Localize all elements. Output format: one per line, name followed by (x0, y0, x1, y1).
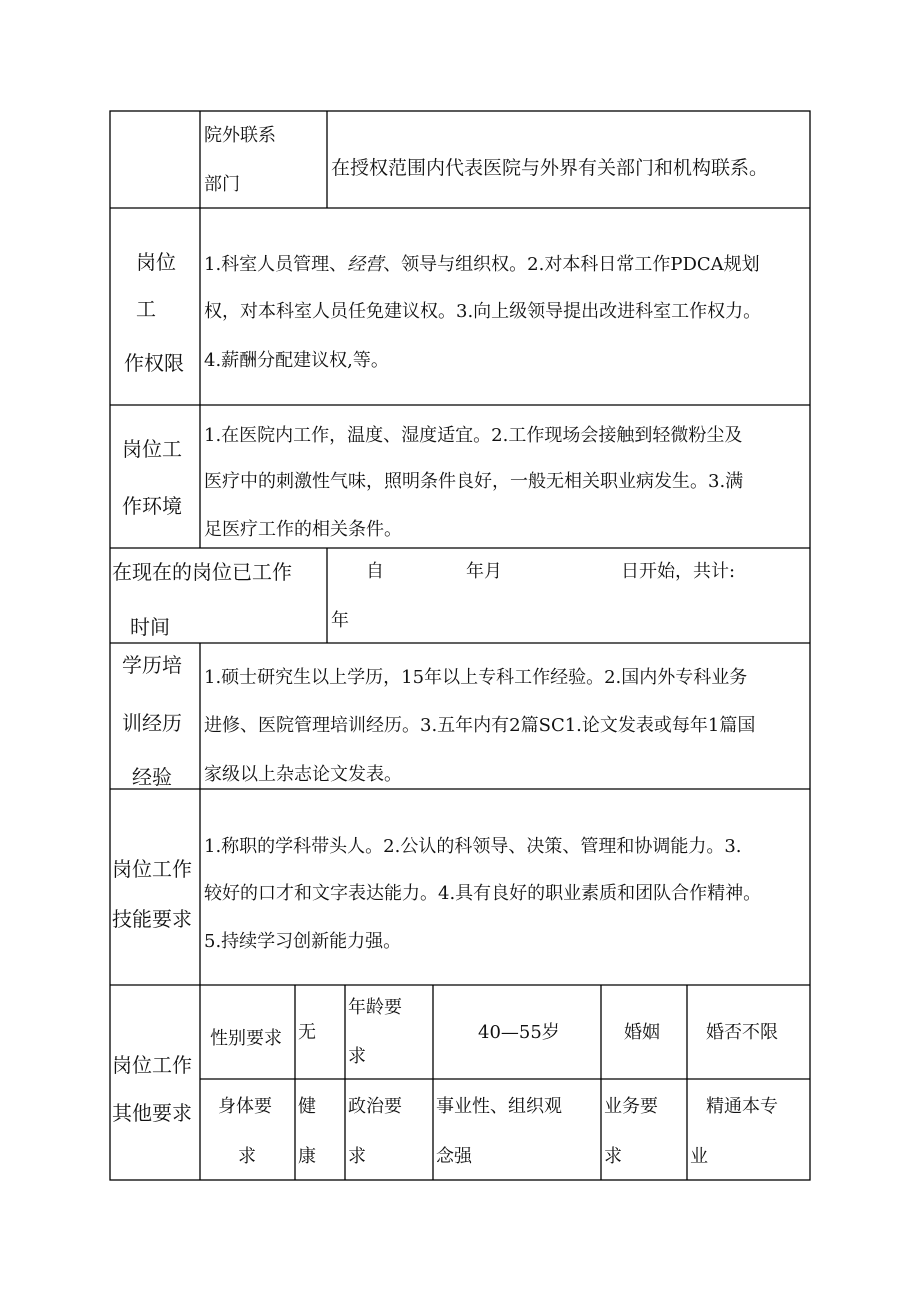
body-label-line2: 求 (238, 1146, 256, 1167)
politics-label-line2: 求 (348, 1146, 366, 1167)
business-value-line1: 精通本专 (706, 1096, 778, 1117)
skills-header-line2: 技能要求 (112, 907, 192, 931)
politics-value-line1: 事业性、组织观 (436, 1096, 562, 1117)
gender-label: 性别要求 (210, 1028, 282, 1049)
environment-header-line2: 作环境 (122, 494, 182, 518)
authority-header-line1: 岗位 (136, 250, 176, 274)
environment-line1: 1.在医院内工作，温度、湿度适宜。2.工作现场会接触到轻微粉尘及 (204, 425, 743, 446)
business-label-line2: 求 (604, 1146, 622, 1167)
skills-header-line1: 岗位工作 (112, 857, 192, 881)
education-line1: 1.硕士研究生以上学历，15年以上专科工作经验。2.国内外专科业务 (204, 667, 748, 688)
gender-value: 无 (298, 1022, 316, 1043)
skills-line2: 较好的口才和文字表达能力。4.具有良好的职业素质和团队合作精神。 (204, 883, 762, 904)
contacts-label-line2: 部门 (204, 174, 240, 195)
business-value-line2: 业 (690, 1146, 708, 1167)
tenure-from: 自 (366, 561, 384, 582)
authority-line1-part-a: 1.科室人员管理、 (204, 254, 348, 275)
education-header-line1: 学历培 (122, 653, 182, 677)
tenure-year: 年 (331, 610, 349, 631)
environment-line2: 医疗中的刺激性气味，照明条件良好，一般无相关职业病发生。3.满 (204, 471, 744, 492)
authority-line1-part-c: 、领导与组织权。2.对本科日常工作PDCA规划 (383, 254, 760, 275)
environment-header-line1: 岗位工 (122, 437, 182, 461)
authority-line2: 权，对本科室人员任免建议权。3.向上级领导提出改进科室工作权力。 (204, 301, 762, 322)
tenure-label-line1: 在现在的岗位已工作 (112, 560, 292, 584)
tenure-label-line2: 时间 (130, 615, 170, 639)
other-header-line2: 其他要求 (112, 1101, 192, 1125)
age-label-line2: 求 (348, 1046, 366, 1067)
age-label-line1: 年龄要 (348, 997, 402, 1018)
politics-label-line1: 政治要 (348, 1096, 402, 1117)
tenure-day-start: 日开始，共计: (621, 561, 736, 582)
education-header-line3: 经验 (132, 765, 172, 789)
body-value-line1: 健 (298, 1096, 316, 1117)
authority-line1 (204, 253, 760, 277)
education-header-line2: 训经历 (122, 711, 182, 735)
marriage-value: 婚否不限 (706, 1022, 778, 1043)
business-label-line1: 业务要 (604, 1096, 658, 1117)
authority-header-line2: 工 (136, 297, 156, 321)
authority-header-line3: 作权限 (124, 351, 184, 375)
skills-line1: 1.称职的学科带头人。2.公认的科领导、决策、管理和协调能力。3. (204, 836, 742, 857)
skills-line3: 5.持续学习创新能力强。 (204, 931, 402, 952)
tenure-year-month: 年月 (466, 561, 502, 582)
contacts-content: 在授权范围内代表医院与外界有关部门和机构联系。 (331, 157, 769, 179)
authority-line1-part-b: 经营 (347, 254, 384, 275)
education-line3: 家级以上杂志论文发表。 (204, 764, 402, 785)
authority-line3: 4.薪酬分配建议权,等。 (204, 350, 389, 371)
contacts-label-line1: 院外联系 (204, 125, 276, 146)
body-label-line1: 身体要 (218, 1096, 272, 1117)
other-header-line1: 岗位工作 (112, 1053, 192, 1077)
age-value: 40—55岁 (478, 1022, 560, 1043)
politics-value-line2: 念强 (436, 1146, 472, 1167)
body-value-line2: 康 (298, 1146, 316, 1167)
environment-line3: 足医疗工作的相关条件。 (204, 519, 402, 540)
marriage-label: 婚姻 (624, 1022, 660, 1043)
education-line2: 进修、医院管理培训经历。3.五年内有2篇SC1.论文发表或每年1篇国 (204, 715, 756, 736)
